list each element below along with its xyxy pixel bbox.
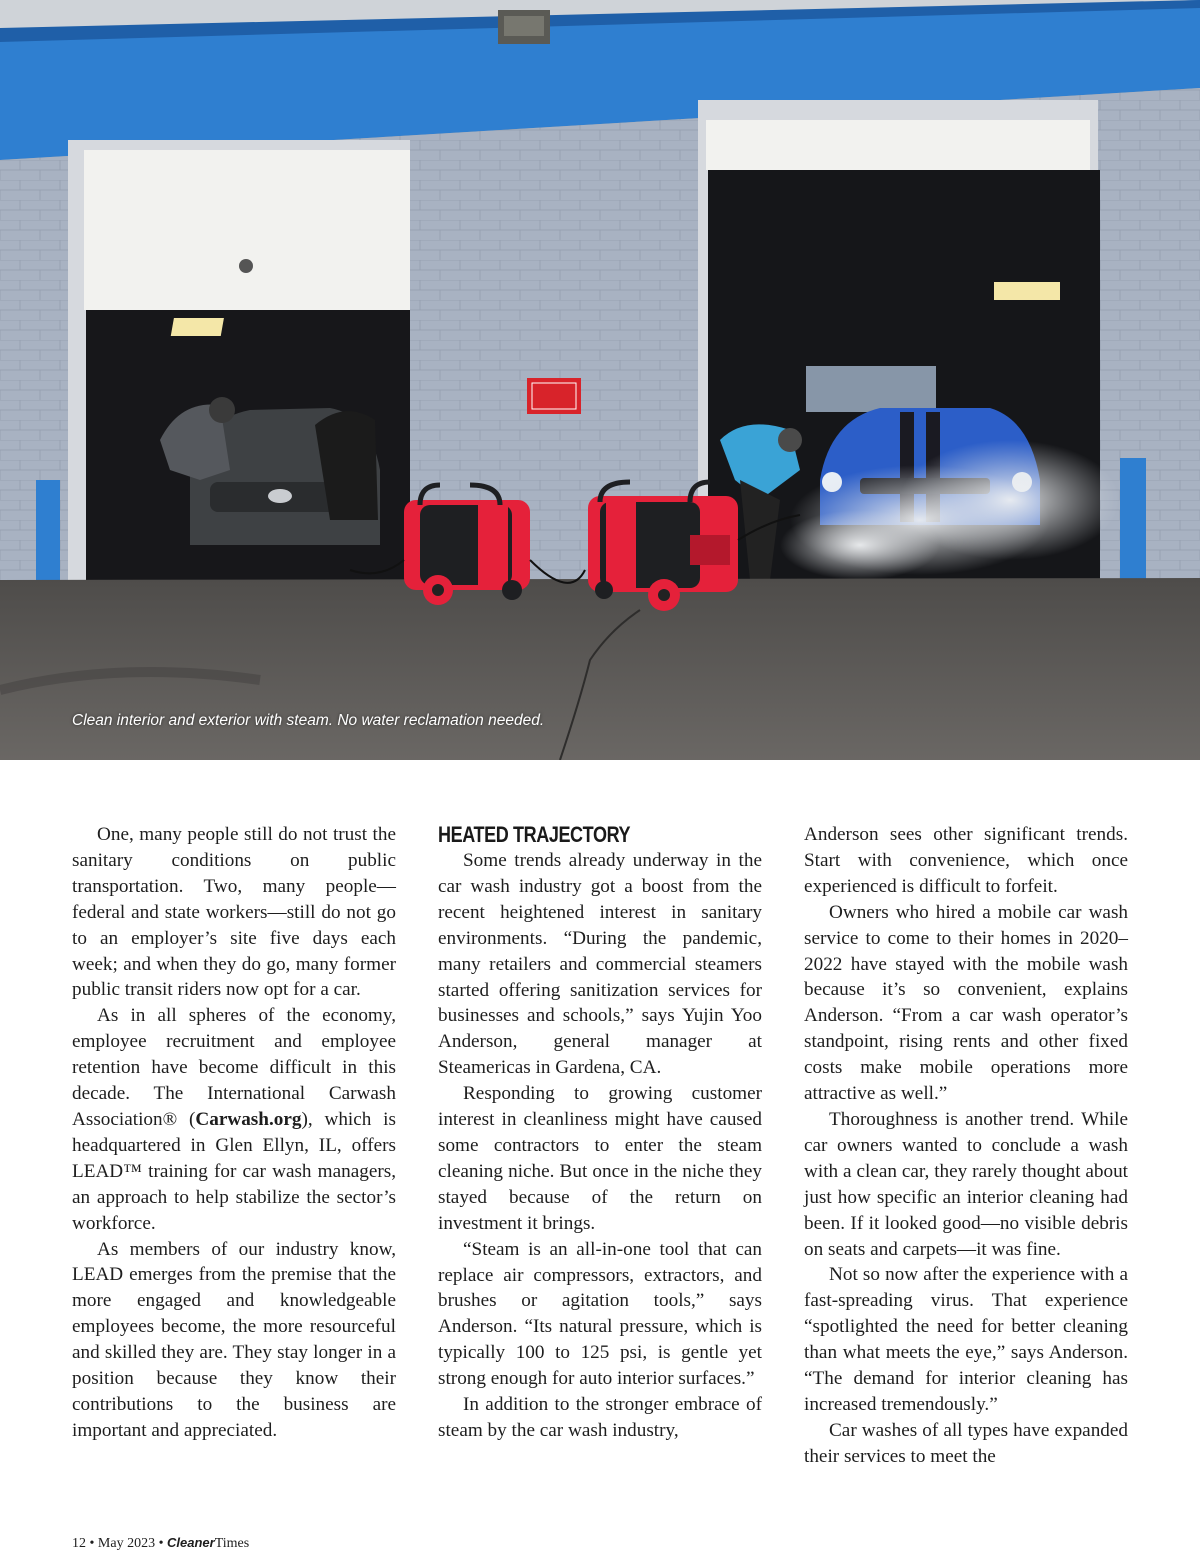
- footer-bullet: •: [89, 1536, 95, 1551]
- paragraph: As members of our industry know, LEAD emerges from the premise that the more engaged and knowledgeable employees become, the more resourceful and skilled they are. They stay longer in a position because they know their contributions to the business are important and appreciated.: [72, 1238, 396, 1441]
- paragraph: Car washes of all types have expanded their services to meet the: [804, 1419, 1128, 1467]
- paragraph: Responding to growing customer interest in cleanliness might have caused some contractors to enter the steam cleaning niche. But once in the niche they stayed because of the return on investment it brings.: [438, 1083, 762, 1234]
- paragraph-text: As in all spheres of the economy, employee recruitment and employee retention have become difficult in this decade. The International Carwash Association® (: [72, 1005, 396, 1130]
- paragraph: Not so now after the experience with a fast-spreading virus. That experience “spotlighted the need for better cleaning than what meets the eye,” says Anderson. “The demand for interior cleaning has increased tremendously.”: [804, 1264, 1128, 1415]
- paragraph-text: ), which is headquartered in Glen Ellyn, IL, offers LEAD™ training for car wash managers, an approach to help stabilize the sector’s workforce.: [72, 1108, 396, 1234]
- paragraph: “Steam is an all-in-one tool that can replace air compressors, extractors, and brushes or agitation tools,” says Anderson. “Its natural pressure, which is typically 100 to 125 psi, is gentle yet strong enough for auto interior surfaces.”: [438, 1238, 762, 1390]
- page-number: 12: [72, 1536, 86, 1551]
- paragraph: One, many people still do not trust the sanitary conditions on public transportation. Two, many people—federal and state workers—still do not go to an employer’s site five days each week; and when they do go, many former public transit riders now opt for a car.: [72, 824, 396, 1001]
- car-wash-bays-illustration: [0, 0, 1200, 760]
- article-column-3: [804, 822, 1128, 1470]
- section-heading: HEATED TRAJECTORY: [438, 822, 631, 847]
- paragraph: Owners who hired a mobile car wash service to come to their homes in 2020–2022 have stayed with the mobile wash because it’s so convenient, explains Anderson. “From a car wash operator’s standpoint, rising rents and other fixed costs make mobile operations more attractive as well.”: [804, 901, 1128, 1105]
- paragraph: In addition to the stronger embrace of steam by the car wash industry,: [438, 1394, 762, 1441]
- hero-photo: [0, 0, 1200, 760]
- page-footer: [72, 1535, 249, 1552]
- steam-machine-right: [588, 482, 738, 611]
- paragraph: Thoroughness is another trend. While car owners wanted to conclude a wash with a clean car, they rarely thought about just how specific an interior cleaning had been. If it looked good—no visible debris on seats and carpets—it was fine.: [804, 1108, 1128, 1260]
- paragraph: [72, 1003, 396, 1236]
- magazine-name: Times: [214, 1536, 250, 1551]
- carwash-org-link: Carwash.org: [195, 1108, 302, 1130]
- paragraph: Anderson sees other significant trends. Start with convenience, which once experienced is difficult to forfeit.: [804, 824, 1128, 897]
- article-column-2: [438, 822, 762, 1444]
- footer-bullet: •: [158, 1536, 164, 1551]
- article-column-1: [72, 822, 396, 1444]
- steam-machine-left: [404, 485, 530, 605]
- paragraph: Some trends already underway in the car wash industry got a boost from the recent heightened interest in sanitary environments. “During the pandemic, many retailers and commercial steamers started offering sanitization services for businesses and schools,” says Yujin Yoo Anderson, general manager at Steamericas in Gardena, CA.: [438, 850, 762, 1079]
- issue-date: May 2023: [97, 1536, 156, 1551]
- magazine-name-italic: Cleaner: [166, 1535, 215, 1550]
- photo-caption: Clean interior and exterior with steam. No water reclamation needed.: [72, 712, 545, 729]
